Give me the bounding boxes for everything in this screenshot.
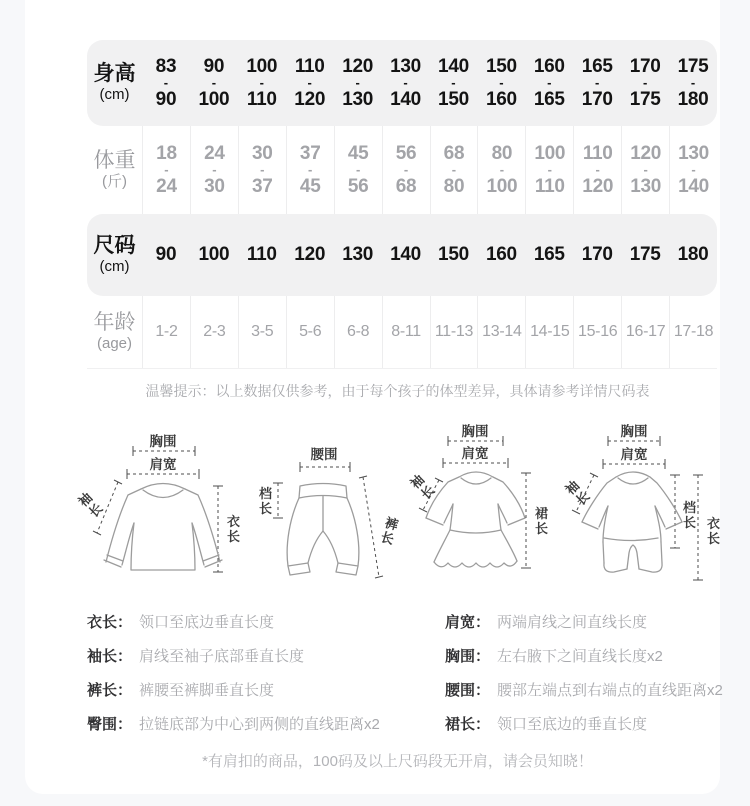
- chest-label: 胸围: [461, 424, 489, 439]
- measurement-diagrams: [25, 420, 750, 606]
- definition-term: 袖长：: [87, 647, 133, 665]
- cell-height: 90 - 100: [198, 56, 230, 110]
- cell-age: 14-15: [525, 296, 573, 368]
- definition-item: [87, 638, 380, 672]
- cell-weight: 56 - 68: [382, 126, 430, 214]
- definition-item: [445, 638, 723, 672]
- definition-item: [445, 604, 723, 638]
- row-label-size: 尺码 (cm): [93, 234, 136, 276]
- garment-length-label: 衣长: [226, 514, 240, 544]
- cell-size: 165: [533, 244, 565, 265]
- definition-item: [87, 604, 380, 638]
- cell-height: 110 - 120: [294, 56, 326, 110]
- definition-desc: 肩线至袖子底部垂直长度: [139, 647, 305, 665]
- definition-desc: 领口至底边的垂直长度: [497, 715, 648, 733]
- cell-size: 100: [198, 244, 230, 265]
- definition-item: [445, 706, 723, 740]
- size-table-row-size: [87, 214, 717, 296]
- garment-length-label: 衣长: [706, 516, 720, 546]
- definition-term: 裤长：: [87, 681, 133, 699]
- cell-size: 180: [677, 244, 709, 265]
- size-table-row-height: [87, 40, 717, 126]
- diagram-romper: [562, 420, 735, 600]
- definition-desc: 腰部左端点到右端点的直线距离x2: [497, 681, 723, 699]
- shoulder-label: 肩宽: [461, 446, 489, 461]
- cell-weight: 37 - 45: [286, 126, 334, 214]
- cell-weight: 30 - 37: [238, 126, 286, 214]
- cell-weight: 100 - 110: [525, 126, 573, 214]
- cell-weight: 120 - 130: [621, 126, 669, 214]
- cell-size: 130: [342, 244, 374, 265]
- cell-age: 8-11: [382, 296, 430, 368]
- definition-desc: 领口至底边垂直长度: [139, 613, 275, 631]
- cell-weight: 18 - 24: [142, 126, 190, 214]
- diagram-top: [75, 420, 250, 600]
- cell-weight: 24 - 30: [190, 126, 238, 214]
- cell-height: 165 - 170: [581, 56, 613, 110]
- cell-weight: 80 - 100: [477, 126, 525, 214]
- definition-desc: 裤腰至裤脚垂直长度: [139, 681, 275, 699]
- definition-item: [445, 672, 723, 706]
- cell-size: 140: [390, 244, 421, 265]
- definition-term: 胸围：: [445, 647, 491, 665]
- sleeve-length-label: 袖长: [562, 477, 593, 509]
- definition-desc: 两端肩线之间直线长度: [497, 613, 648, 631]
- cell-age: 1-2: [142, 296, 190, 368]
- cell-weight: 110 - 120: [573, 126, 621, 214]
- shoulder-label: 肩宽: [149, 457, 177, 472]
- cell-age: 3-5: [238, 296, 286, 368]
- size-table-row-age: [87, 296, 717, 369]
- cell-age: 16-17: [621, 296, 669, 368]
- row-label-weight: 体重 (斤): [93, 149, 136, 191]
- cell-height: 100 - 110: [246, 56, 278, 110]
- definition-term: 裙长：: [445, 715, 491, 733]
- waist-label: 腰围: [310, 447, 338, 462]
- definitions-left: [87, 604, 380, 740]
- cell-size: 90: [155, 244, 177, 265]
- cell-height: 83 - 90: [155, 56, 177, 110]
- pants-length-label: 裤长: [379, 514, 400, 548]
- definition-term: 衣长：: [87, 613, 133, 631]
- size-table: [87, 40, 717, 369]
- cell-age: 13-14: [477, 296, 525, 368]
- cell-weight: 45 - 56: [334, 126, 382, 214]
- cell-age: 17-18: [669, 296, 717, 368]
- diagram-dress: [407, 420, 570, 600]
- definition-item: [87, 706, 380, 740]
- cell-age: 5-6: [286, 296, 334, 368]
- chest-label: 胸围: [149, 434, 177, 449]
- footnote-text: *有肩扣的商品，100码及以上尺码段无开肩，请会员知晓！: [202, 753, 593, 770]
- cell-height: 120 - 130: [342, 56, 374, 110]
- cell-height: 150 - 160: [485, 56, 517, 110]
- cell-weight: 130 - 140: [669, 126, 717, 214]
- definition-item: [87, 672, 380, 706]
- definition-term: 腰围：: [445, 681, 491, 699]
- cell-size: 175: [629, 244, 661, 265]
- cell-age: 6-8: [334, 296, 382, 368]
- sleeve-length-label: 袖长: [407, 471, 438, 503]
- cell-size: 170: [581, 244, 613, 265]
- cell-height: 160 - 165: [533, 56, 565, 110]
- definition-desc: 拉链底部为中心到两侧的直线距离x2: [139, 715, 380, 733]
- definition-term: 臀围：: [87, 715, 133, 733]
- cell-weight: 68 - 80: [430, 126, 478, 214]
- content-card: [25, 0, 723, 794]
- cell-age: 11-13: [430, 296, 478, 368]
- definition-term: 肩宽：: [445, 613, 491, 631]
- cell-size: 110: [246, 244, 277, 265]
- shoulder-label: 肩宽: [620, 447, 648, 462]
- cell-size: 120: [294, 244, 326, 265]
- cell-height: 175 - 180: [677, 56, 709, 110]
- cell-size: 150: [438, 244, 469, 265]
- cell-height: 140 - 150: [438, 56, 469, 110]
- cell-height: 170 - 175: [629, 56, 661, 110]
- skirt-length-label: 裙长: [534, 506, 548, 536]
- cell-size: 160: [485, 244, 517, 265]
- crotch-length-label: 档长: [682, 500, 696, 530]
- row-label-age: 年龄 (age): [93, 311, 136, 353]
- size-table-row-weight: [87, 126, 717, 214]
- cell-height: 130 - 140: [390, 56, 421, 110]
- definition-desc: 左右腋下之间直线长度x2: [497, 647, 663, 665]
- crotch-length-label: 档长: [258, 486, 272, 516]
- chest-label: 胸围: [620, 424, 648, 439]
- cell-age: 15-16: [573, 296, 621, 368]
- row-label-height: 身高 (cm): [93, 62, 136, 104]
- diagram-pants: [260, 420, 420, 600]
- sleeve-length-label: 袖长: [75, 489, 106, 521]
- cell-age: 2-3: [190, 296, 238, 368]
- tip-text: 温馨提示：以上数据仅供参考，由于每个孩子的体型差异，具体请参考详情尺码表: [145, 383, 650, 399]
- definitions-right: [445, 604, 723, 740]
